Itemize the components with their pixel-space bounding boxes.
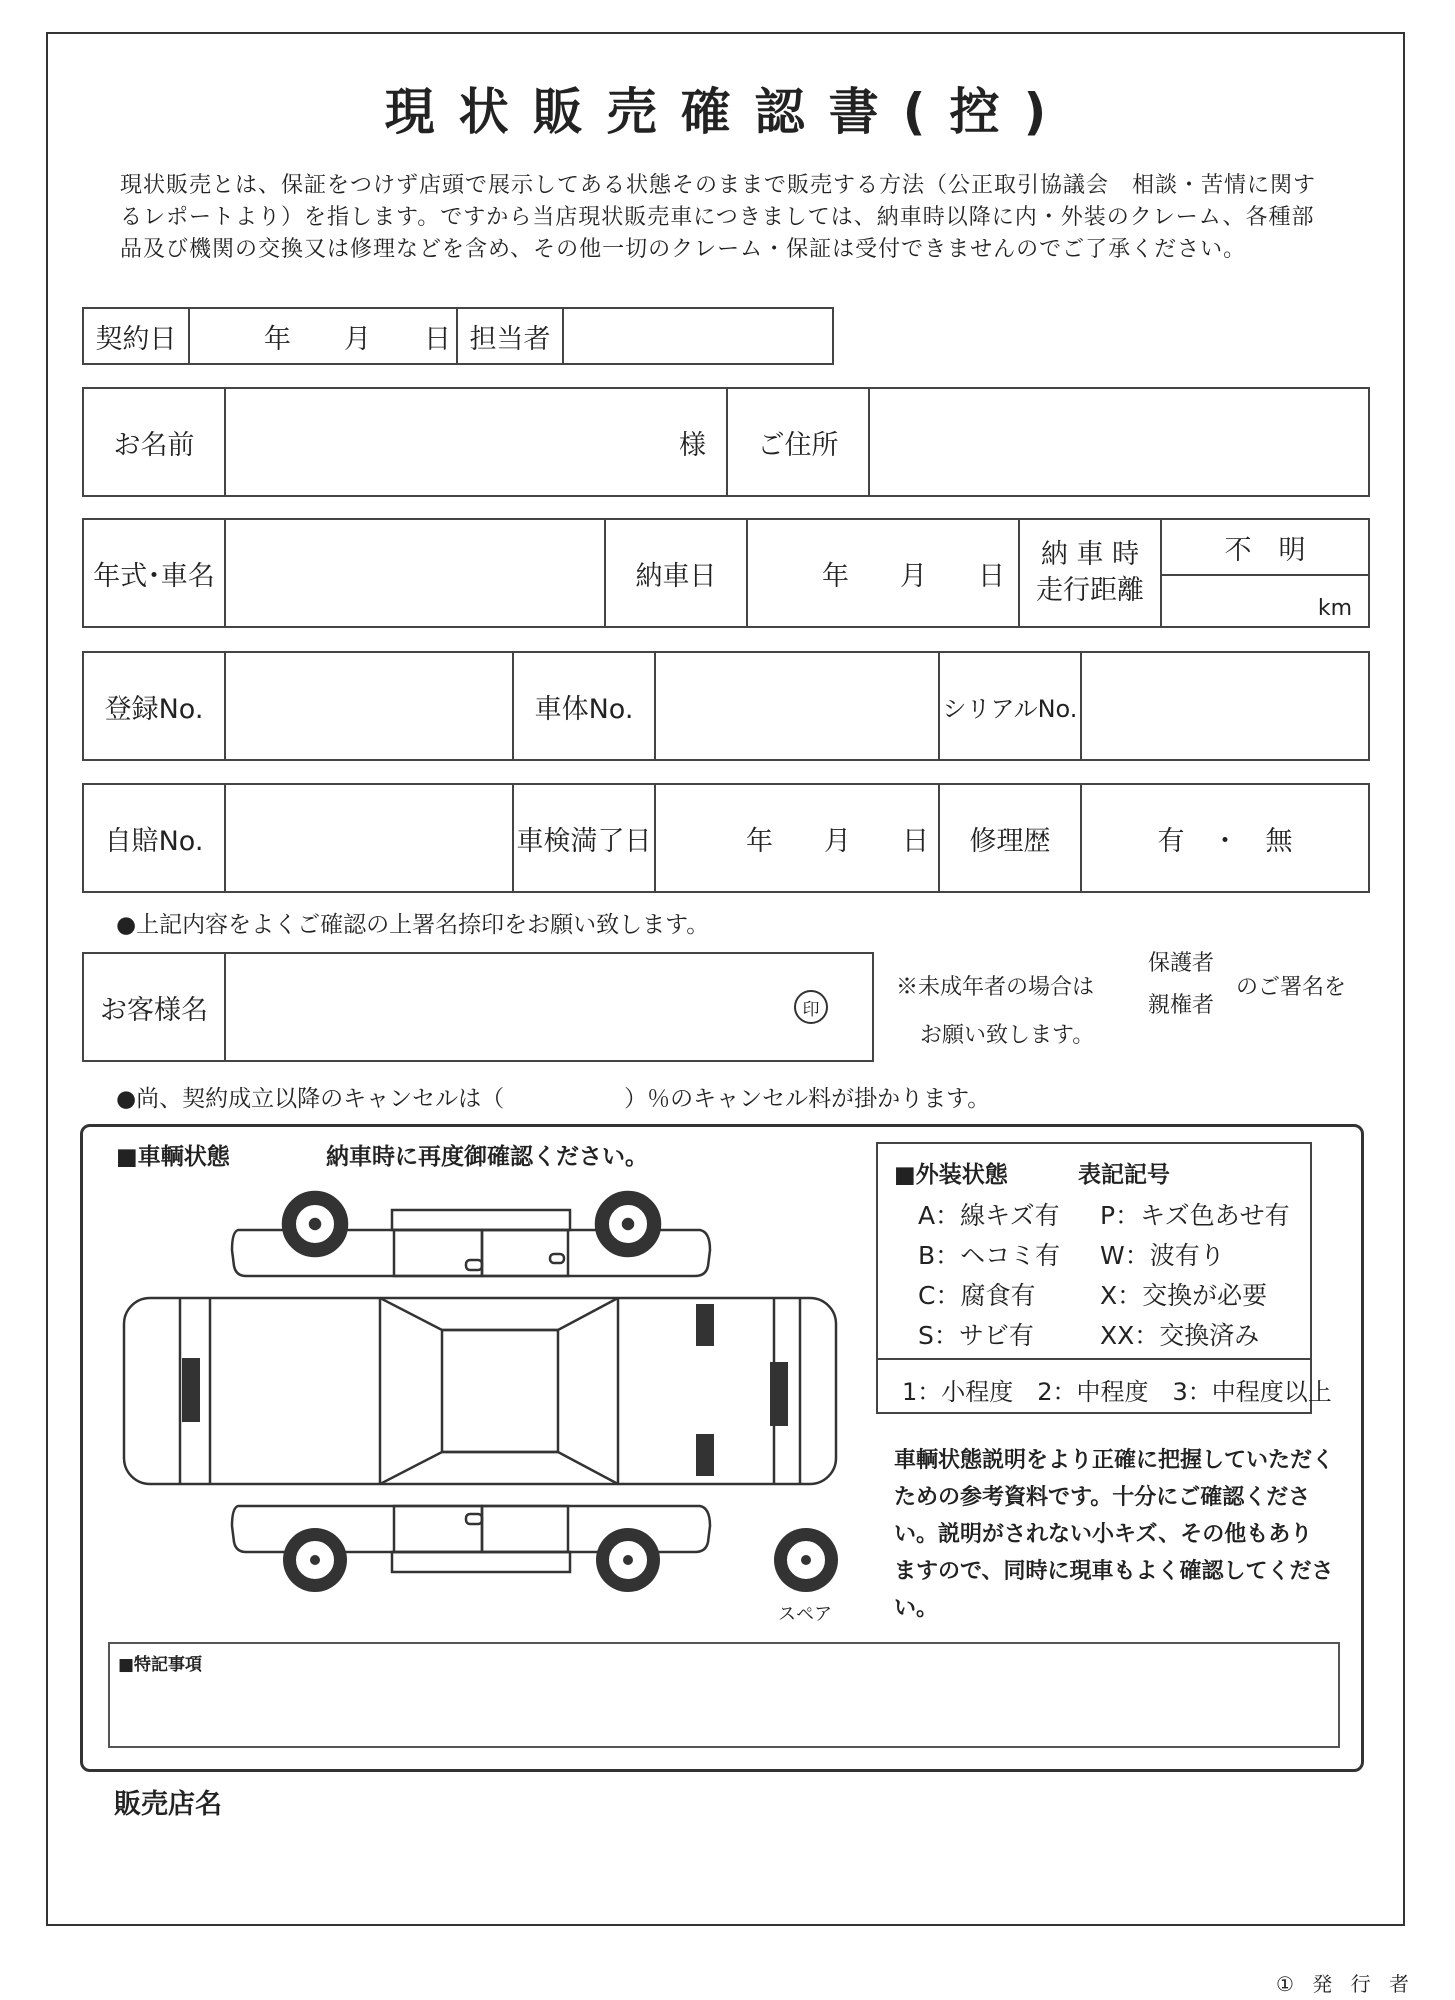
- car-top-view: [124, 1298, 836, 1484]
- legend-levels: 1：小程度 2：中程度 3：中程度以上: [902, 1378, 1332, 1406]
- signature-label: お客様名: [82, 952, 226, 1062]
- delivery-day-label: 日: [978, 560, 1005, 592]
- contract-date-label: 契約日: [82, 307, 190, 365]
- legend-x: X：交換が必要: [1100, 1281, 1268, 1310]
- delivery-date-field[interactable]: [746, 518, 1020, 628]
- condition-instruction: 納車時に再度御確認ください。: [326, 1144, 648, 1170]
- exterior-legend: [876, 1142, 1332, 1414]
- mileage-label-line2: 走行距離: [1036, 575, 1144, 606]
- special-notes-field[interactable]: [108, 1642, 1340, 1748]
- address-field[interactable]: [868, 387, 1370, 497]
- staff-field[interactable]: [562, 307, 834, 365]
- mileage-label-line1: 納 車 時: [1040, 539, 1140, 570]
- seal-mark: 印: [794, 990, 828, 1024]
- legend-p: P：キズ色あせ有: [1100, 1201, 1290, 1230]
- reg-no-field[interactable]: [224, 651, 514, 761]
- condition-explanation: 車輌状態説明をより正確に把握していただくための参考資料です。十分にご確認ください。説明がされない小キズ、その他もありますので、同時に現車もよく確認してください。: [894, 1448, 1335, 1621]
- guardian-label: 保護者: [1148, 951, 1215, 976]
- delivery-month-label: 月: [900, 560, 927, 592]
- spare-tire: [774, 1528, 838, 1592]
- jibai-field[interactable]: [224, 783, 514, 893]
- legend-c: C：腐食有: [918, 1281, 1036, 1310]
- inspection-year-label: 年: [746, 825, 773, 857]
- issuer-label: ① 発 行 者: [1276, 1972, 1416, 1996]
- model-field[interactable]: [224, 518, 606, 628]
- repair-history-label: 修理歴: [938, 783, 1082, 893]
- honorific-label: 様: [679, 429, 706, 461]
- body-no-label: 車体No.: [512, 651, 656, 761]
- legend-b: B：ヘコミ有: [918, 1241, 1061, 1270]
- inspection-month-label: 月: [824, 825, 851, 857]
- minor-note-2: のご署名を: [1236, 975, 1347, 1000]
- cancel-prefix: ●尚、契約成立以降のキャンセルは（: [116, 1086, 505, 1112]
- inspection-label: 車検満了日: [512, 783, 656, 893]
- inspection-day-label: 日: [902, 825, 929, 857]
- customer-name-field[interactable]: [224, 387, 728, 497]
- serial-no-label: シリアルNo.: [938, 651, 1082, 761]
- legend-xx: XX：交換済み: [1100, 1321, 1260, 1350]
- contract-year-label: 年: [264, 323, 291, 355]
- cancel-note: [116, 1080, 990, 1113]
- mileage-unknown[interactable]: 不 明: [1160, 518, 1370, 576]
- mileage-km-field[interactable]: [1160, 574, 1370, 628]
- intro-text: 現状販売とは、保証をつけず店頭で展示してある状態そのままで販売する方法（公正取引協議会 相談・苦情に関するレポートより）を指します。ですから当店現状販売車につきましては、納車時以降に内・外装のクレーム、各種部品及び機関の交換又は修理などを含め、その他一切のクレーム・保証は受付できませんのでご了承ください。: [120, 173, 1317, 262]
- customer-name-label: お名前: [82, 387, 226, 497]
- legend-title: ■外装状態: [894, 1162, 1008, 1188]
- legend-w: W：波有り: [1100, 1241, 1225, 1270]
- legend-subtitle: 表記記号: [1078, 1162, 1170, 1188]
- delivery-year-label: 年: [822, 560, 849, 592]
- model-label: 年式･車名: [82, 518, 226, 628]
- contract-day-label: 日: [424, 323, 451, 355]
- parent-label: 親権者: [1148, 993, 1215, 1018]
- cancel-suffix: ）％のキャンセル料が掛かります。: [624, 1086, 991, 1112]
- spare-label: スペア: [778, 1604, 832, 1625]
- car-side-top: [232, 1192, 710, 1276]
- contract-date-field[interactable]: [188, 307, 458, 365]
- repair-history-options[interactable]: 有 ・ 無: [1080, 783, 1370, 893]
- body-no-field[interactable]: [654, 651, 940, 761]
- condition-heading: ■車輌状態: [116, 1144, 230, 1170]
- legend-s: S：サビ有: [918, 1321, 1034, 1350]
- address-label: ご住所: [726, 387, 870, 497]
- car-side-bottom: [232, 1506, 710, 1592]
- mileage-label: [1018, 518, 1162, 628]
- contract-month-label: 月: [344, 323, 371, 355]
- km-unit: km: [1317, 595, 1352, 621]
- serial-no-field[interactable]: [1080, 651, 1370, 761]
- inspection-date-field[interactable]: [654, 783, 940, 893]
- staff-label: 担当者: [456, 307, 564, 365]
- minor-note-1: ※未成年者の場合は: [896, 975, 1095, 1000]
- signature-field[interactable]: [224, 952, 874, 1062]
- shop-name-label: 販売店名: [114, 1789, 222, 1820]
- legend-divider: [878, 1358, 1310, 1360]
- sign-note: ●上記内容をよくご確認の上署名捺印をお願い致します。: [116, 912, 710, 938]
- jibai-label: 自賠No.: [82, 783, 226, 893]
- car-diagram[interactable]: [110, 1180, 860, 1620]
- delivery-date-label: 納車日: [604, 518, 748, 628]
- minor-note-3: お願い致します。: [920, 1023, 1095, 1048]
- special-notes-label: ■特記事項: [118, 1655, 203, 1675]
- legend-a: A：線キズ有: [918, 1201, 1060, 1230]
- reg-no-label: 登録No.: [82, 651, 226, 761]
- page-title: 現状販売確認書(控): [384, 83, 1071, 141]
